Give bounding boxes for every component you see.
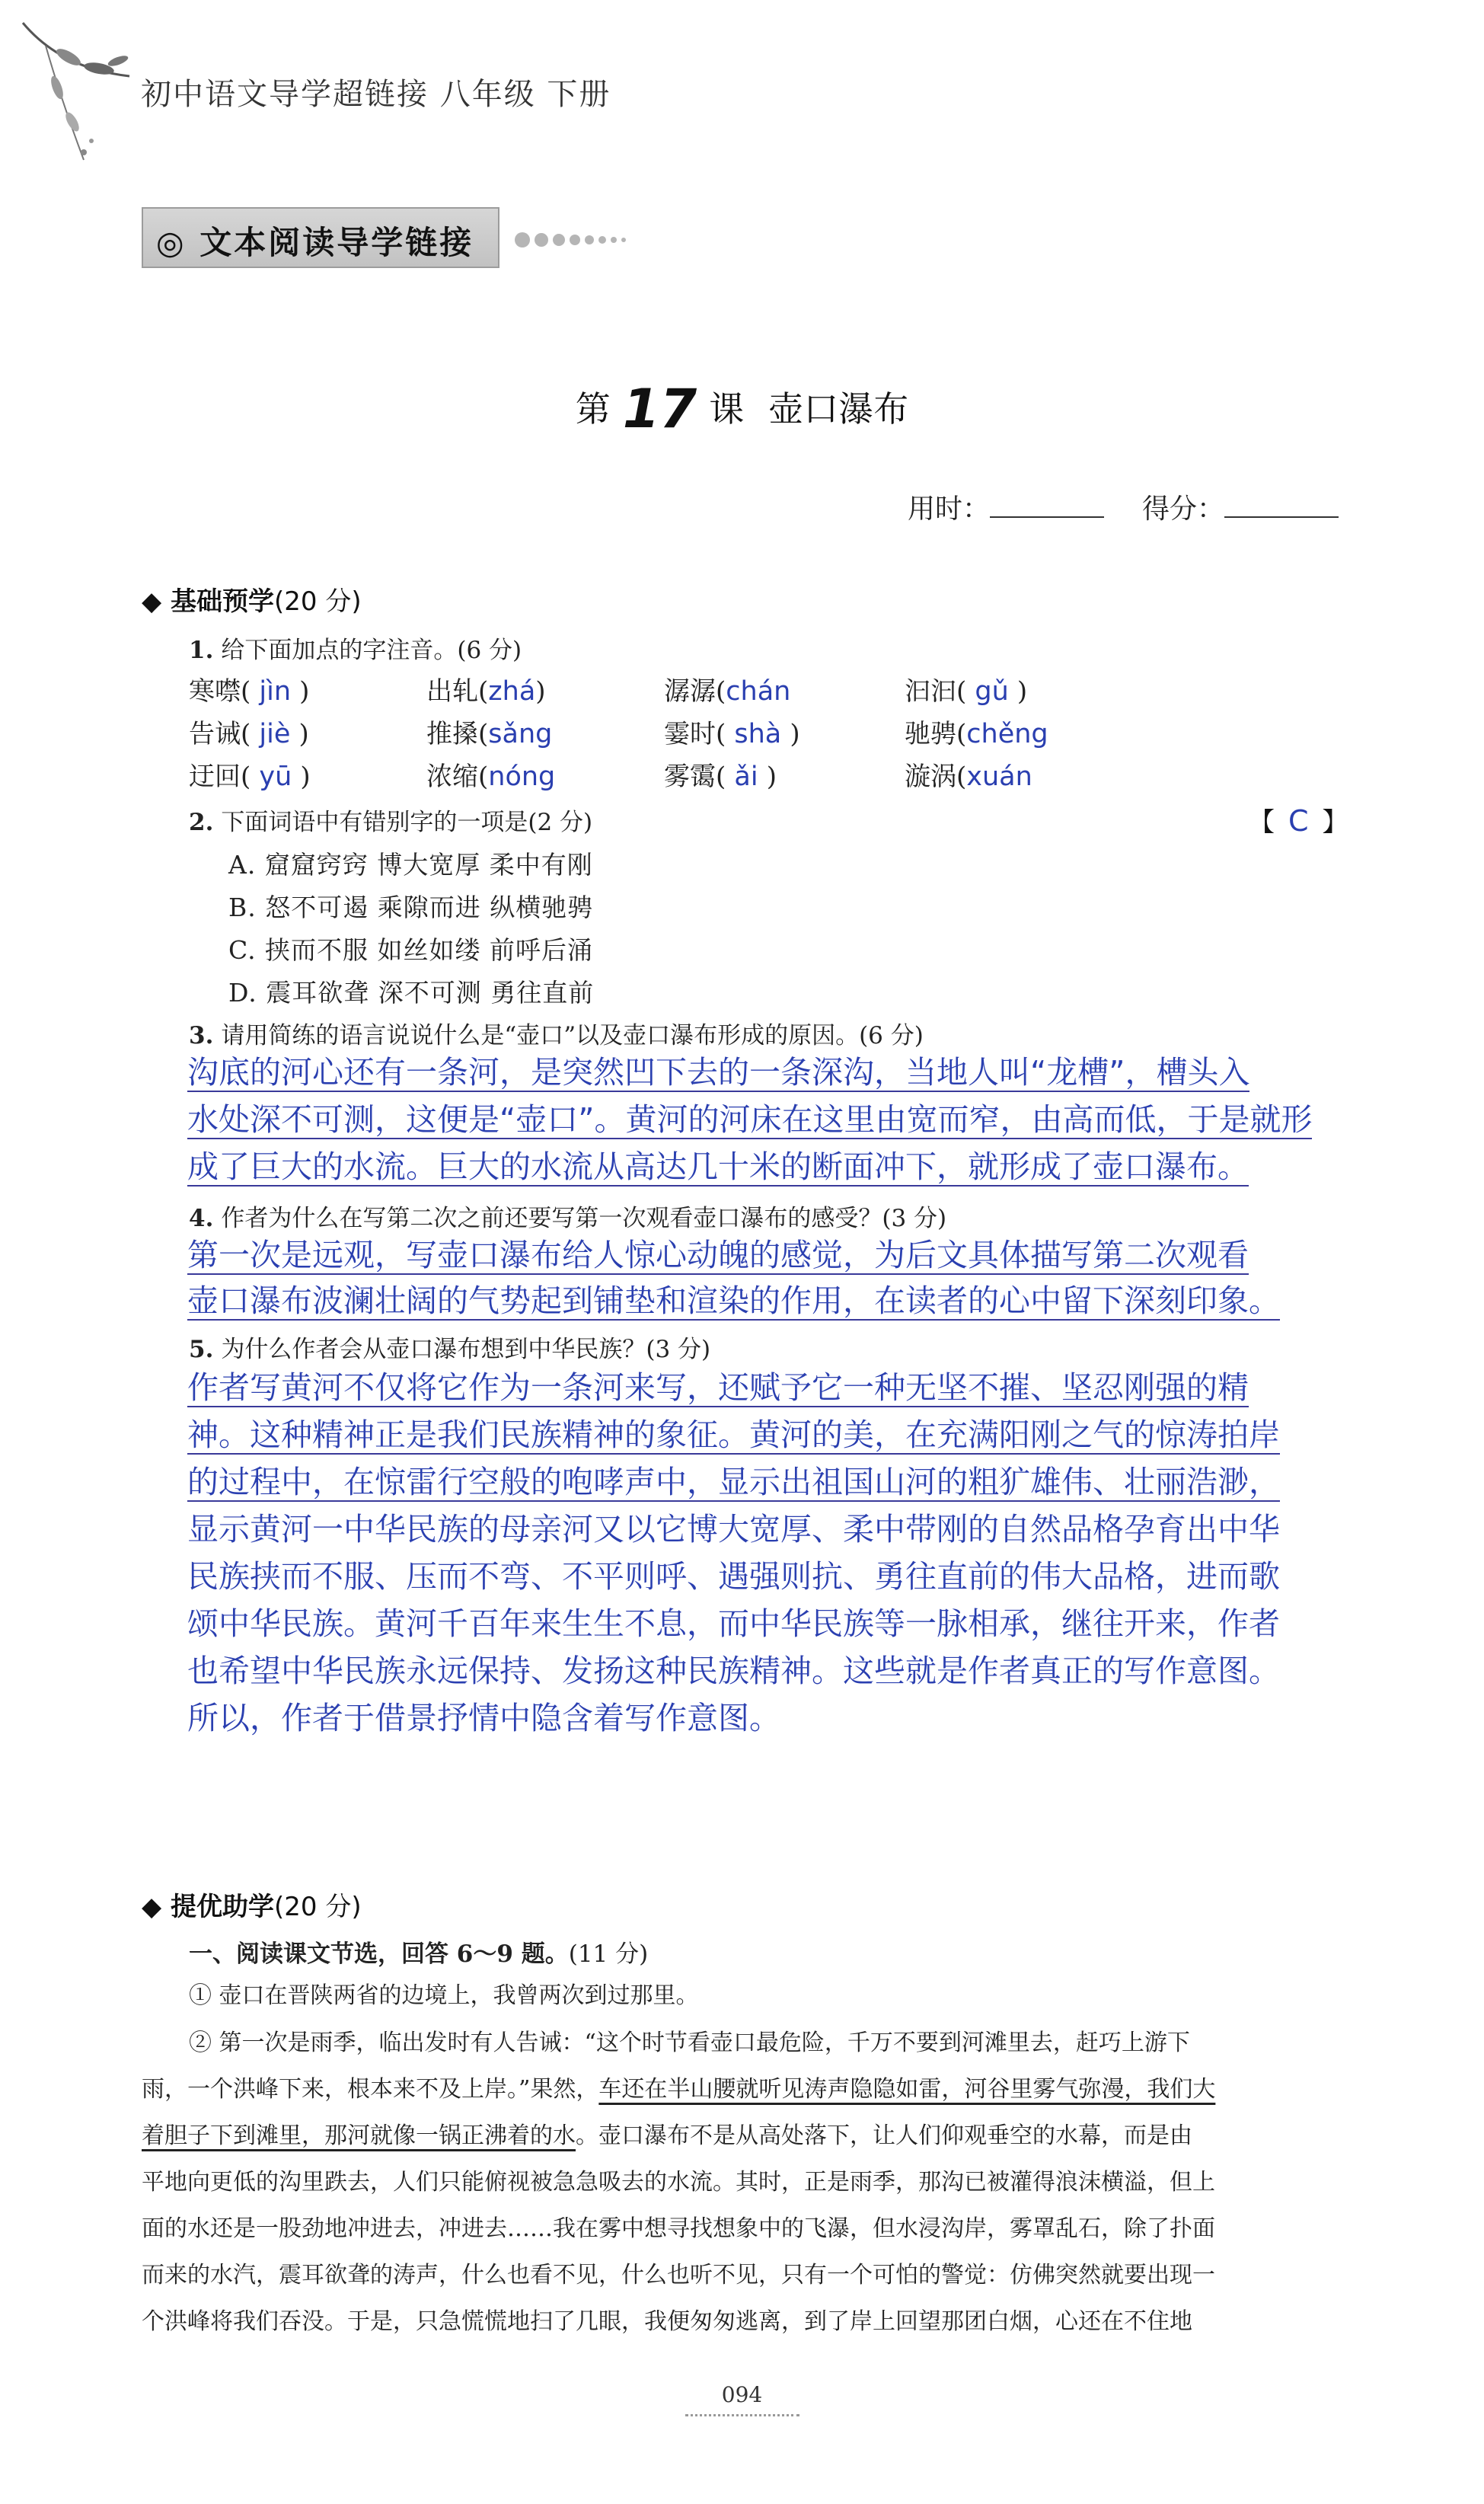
pinyin-word: 告诫( <box>189 719 251 749</box>
answer-text: 民族挟而不服、压而不弯、不平则呼、遇强则抗、勇往直前的伟大品格，进而歌 <box>187 1558 1280 1595</box>
q2-text: 下面词语中有错别字的一项是(2 分) <box>221 809 593 836</box>
q3-prompt <box>189 1016 924 1050</box>
pinyin-word: 出轧( <box>426 676 489 707</box>
passage-paragraph-1: ① 壶口在晋陕两省的边境上，我曾两次到过那里。 <box>189 1982 699 2009</box>
pinyin-answer: ǎi <box>726 762 767 792</box>
q3-number: 3. <box>189 1022 214 1049</box>
pinyin-answer: chán <box>726 676 791 707</box>
pinyin-answer: chěng <box>966 719 1048 749</box>
q2-prompt <box>189 803 592 837</box>
q1-number: 1. <box>189 637 214 664</box>
pinyin-item <box>905 670 1027 707</box>
answer-text: 水处深不可测，这便是“壶口”。黄河的河床在这里由宽而窄，由高而低，于是就形 <box>187 1101 1313 1138</box>
pinyin-answer: shà <box>726 719 790 749</box>
pinyin-close: ) <box>790 719 800 749</box>
answer-text: 第一次是远观，写壶口瀑布给人惊心动魄的感觉，为后文具体描写第二次观看 <box>187 1237 1249 1273</box>
pinyin-item <box>905 755 1032 793</box>
time-label: 用时： <box>908 493 991 525</box>
q2-option: B. 怒不可遏 乘隙而进 纵横驰骋 <box>228 893 594 922</box>
q4-number: 4. <box>189 1205 214 1232</box>
pinyin-close: ) <box>298 719 309 749</box>
time-field <box>908 487 1104 526</box>
answer-text: 颂中华民族。黄河千百年来生生不息，而中华民族等一脉相承，继往开来，作者 <box>187 1605 1280 1642</box>
answer-text: 的过程中，在惊雷行空般的咆哮声中，显示出祖国山河的粗犷雄伟、壮丽浩渺， <box>187 1464 1280 1500</box>
q3-answer-line <box>187 1048 1329 1097</box>
pinyin-close: ) <box>300 762 311 792</box>
answer-text: 显示黄河一中华民族的母亲河又以它博大宽厚、柔中带刚的自然品格孕育出中华 <box>187 1511 1280 1547</box>
passage-underlined-text: 着胆子下到滩里，那河就像一锅正沸着的水 <box>142 2122 576 2149</box>
pinyin-word: 雾霭( <box>664 762 726 792</box>
pinyin-word: 迂回( <box>189 762 251 792</box>
pinyin-item <box>664 713 800 750</box>
section-advance: ◆ 提优助学(20 分) <box>142 1892 362 1922</box>
time-blank[interactable] <box>990 493 1104 518</box>
lesson-title <box>0 372 1484 440</box>
pinyin-word: 寒噤( <box>189 676 251 707</box>
q5-answer-line <box>187 1552 1329 1601</box>
reading-heading-score: (11 分) <box>568 1940 649 1968</box>
pinyin-close: ) <box>299 676 310 707</box>
passage-underlined-text: 车还在半山腰就听见涛声隐隐如雷，河谷里雾气弥漫，我们大 <box>598 2076 1216 2103</box>
pinyin-word: 推搡( <box>426 719 489 749</box>
pinyin-item <box>189 755 311 793</box>
passage-line <box>142 2252 1333 2298</box>
section-basic: ◆ 基础预学(20 分) <box>142 586 362 617</box>
q1-text: 给下面加点的字注音。(6 分) <box>221 637 522 664</box>
passage-line <box>142 2066 1333 2113</box>
pinyin-answer: xuán <box>966 762 1032 792</box>
q2-option: A. 窟窟窍窍 博大宽厚 柔中有刚 <box>228 850 593 880</box>
pinyin-answer: jiè <box>251 719 299 749</box>
q3-text: 请用简练的语言说说什么是“壶口”以及壶口瀑布形成的原因。(6 分) <box>221 1022 924 1049</box>
lesson-suffix: 课 <box>709 388 745 430</box>
answer-text: 所以，作者于借景抒情中隐含着写作意图。 <box>187 1700 780 1736</box>
passage-text: 平地向更低的沟里跌去，人们只能俯视被急急吸去的水流。其时，正是雨季，那沟已被灌得浪沫横溢，但上 <box>142 2169 1215 2196</box>
answer-text: 沟底的河心还有一条河，是突然凹下去的一条深沟，当地人叫“龙槽”，槽头入 <box>187 1054 1250 1091</box>
q5-number: 5. <box>189 1336 214 1363</box>
pinyin-answer: gǔ <box>966 676 1017 707</box>
section-basic-title: 基础预学 <box>170 586 274 617</box>
q1-prompt <box>189 631 522 665</box>
passage-text: 而来的水汽，震耳欲聋的涛声，什么也看不见，什么也听不见，只有一个可怕的警觉：仿佛突然就要出现一 <box>142 2262 1215 2288</box>
book-title: 初中语文导学超链接 八年级 下册 <box>141 77 611 112</box>
score-field <box>1142 487 1339 526</box>
score-blank[interactable] <box>1224 493 1339 518</box>
reading-heading <box>189 1934 648 1969</box>
answer-text: 也希望中华民族永远保持、发扬这种民族精神。这些就是作者真正的写作意图。 <box>187 1653 1280 1689</box>
passage-line <box>142 2113 1333 2159</box>
q5-answer-line <box>187 1646 1329 1695</box>
pinyin-word: 浓缩( <box>426 762 489 792</box>
pinyin-item <box>426 713 552 750</box>
passage-line <box>142 2205 1333 2252</box>
q4-answer-line <box>187 1231 1329 1279</box>
answer-text: 神。这种精神正是我们民族精神的象征。黄河的美，在充满阳刚之气的惊涛拍岸 <box>187 1416 1280 1453</box>
q3-answer-line <box>187 1142 1329 1191</box>
footer-dots <box>685 2414 799 2416</box>
banner-dots <box>515 232 630 248</box>
passage-text: 。壶口瀑布不是从高处落下，让人们仰观垂空的水幕，而是由 <box>576 2122 1192 2149</box>
answer-text: 作者写黄河不仅将它作为一条河来写，还赋予它一种无坚不摧、坚忍刚强的精 <box>187 1369 1249 1406</box>
q3-answer-line <box>187 1095 1329 1144</box>
section-advance-title: 提优助学 <box>170 1892 274 1922</box>
passage-text: 雨，一个洪峰下来，根本来不及上岸。”果然， <box>142 2076 599 2103</box>
reading-heading-text: 一、阅读课文节选，回答 6～9 题。 <box>189 1940 569 1968</box>
q4-answer-line <box>187 1276 1329 1325</box>
pinyin-item <box>664 670 790 707</box>
pinyin-close: ) <box>1016 676 1028 707</box>
q5-answer-line <box>187 1694 1329 1742</box>
passage-text: 面的水还是一股劲地冲进去，冲进去……我在雾中想寻找想象中的飞瀑，但水浸沟岸，雾罩乱石，除了扑面 <box>142 2215 1215 2242</box>
pinyin-item <box>905 713 1048 750</box>
q5-answer-line <box>187 1599 1329 1648</box>
pinyin-word: 潺潺( <box>664 676 726 707</box>
pinyin-close: ) <box>766 762 777 792</box>
score-label: 得分： <box>1142 493 1225 525</box>
q5-answer-line <box>187 1505 1329 1554</box>
lesson-name: 壶口瀑布 <box>768 388 909 430</box>
passage-text: ② 第一次是雨季，临出发时有人告诫：“这个时节看壶口最危险，千万不要到河滩里去，赶巧上游下 <box>189 2030 1190 2056</box>
q5-text: 为什么作者会从壶口瀑布想到中华民族？(3 分) <box>221 1336 711 1363</box>
passage-text: 个洪峰将我们吞没。于是，只急慌慌地扫了几眼，我便匆匆逃离，到了岸上回望那团白烟，心还在不住地 <box>142 2308 1192 2335</box>
pinyin-answer: sǎng <box>488 719 553 749</box>
q4-prompt <box>189 1199 946 1233</box>
branch-illustration <box>15 15 137 168</box>
q2-answer-bracket <box>1249 801 1348 838</box>
pinyin-close: ) <box>535 676 546 707</box>
lesson-prefix: 第 <box>575 388 611 430</box>
pinyin-item <box>426 670 546 707</box>
pinyin-item <box>664 755 777 793</box>
pinyin-word: 漩涡( <box>905 762 967 792</box>
q5-prompt <box>189 1330 710 1364</box>
q2-option: D. 震耳欲聋 深不可测 勇往直前 <box>228 978 595 1008</box>
q5-answer-line <box>187 1363 1329 1412</box>
pinyin-word: 霎时( <box>664 719 726 749</box>
pinyin-item <box>189 713 309 750</box>
q2-answer: C <box>1288 804 1309 838</box>
pinyin-answer: zhá <box>488 676 536 707</box>
page-number: 094 <box>721 2382 763 2407</box>
pinyin-answer: nóng <box>488 762 556 792</box>
pinyin-word: 汩汩( <box>905 676 967 707</box>
pinyin-item <box>189 670 309 707</box>
pinyin-answer: yū <box>251 762 301 792</box>
bracket-open: 【 <box>1249 807 1275 838</box>
passage-line <box>142 2159 1333 2205</box>
banner-text: ◎ 文本阅读导学链接 <box>156 224 474 261</box>
pinyin-answer: jìn <box>251 676 300 707</box>
q2-option: C. 挟而不服 如丝如缕 前呼后涌 <box>228 935 594 965</box>
q2-number: 2. <box>189 809 214 836</box>
q5-answer-line <box>187 1458 1329 1506</box>
pinyin-word: 驰骋( <box>905 719 967 749</box>
section-basic-score: (20 分) <box>273 586 362 617</box>
bracket-close: 】 <box>1322 807 1348 838</box>
section-advance-score: (20 分) <box>273 1892 362 1922</box>
q4-text: 作者为什么在写第二次之前还要写第一次观看壶口瀑布的感受？(3 分) <box>221 1205 947 1232</box>
passage-line <box>189 2020 1380 2066</box>
answer-text: 壶口瀑布波澜壮阔的气势起到铺垫和渲染的作用，在读者的心中留下深刻印象。 <box>187 1282 1280 1319</box>
q5-answer-line <box>187 1410 1329 1459</box>
pinyin-item <box>426 755 555 793</box>
lesson-number: 17 <box>622 378 697 440</box>
passage-line <box>142 2298 1333 2345</box>
answer-text: 成了巨大的水流。巨大的水流从高达几十米的断面冲下，就形成了壶口瀑布。 <box>187 1148 1249 1185</box>
